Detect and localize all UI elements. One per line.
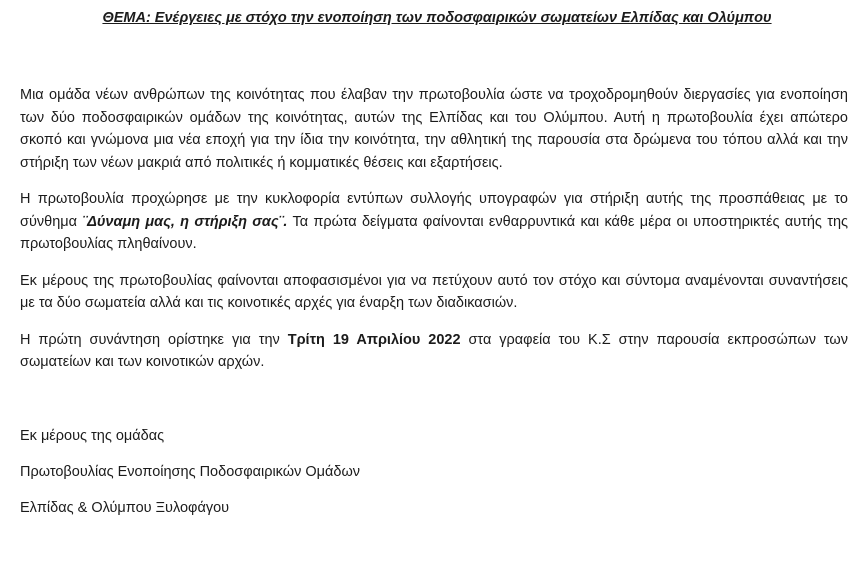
document-title: ΘΕΜΑ: Ενέργειες με στόχο την ενοποίηση των ποδοσφαιρικών σωματείων Ελπίδας και Ολύμπου — [102, 10, 772, 26]
paragraph-signatures — [20, 188, 848, 256]
paragraph-meetings: Εκ μέρους της πρωτοβουλίας φαίνονται αποφασισμένοι για να πετύχουν αυτό τον στόχο και σύντομα αναμένονται συναντήσεις με τα δύο σωματεία αλλά και τις κοινοτικές αρχές για έναρξη των διαδικασιών. — [20, 272, 848, 311]
meeting-date: Τρίτη 19 Απριλίου 2022 — [287, 331, 461, 348]
signature-block — [20, 426, 848, 518]
signature-line-1: Εκ μέρους της ομάδας — [20, 427, 165, 444]
paragraph-first-meeting — [20, 329, 848, 374]
document-body — [20, 84, 848, 374]
signature-line-3: Ελπίδας & Ολύμπου Ξυλοφάγου — [20, 499, 230, 516]
paragraph-first-meeting-text-end: στα γραφεία του Κ.Σ στην παρουσία εκπροσώπων των σωματείων και των κοινοτικών αρχών. — [20, 331, 848, 370]
paragraph-signatures-text-end: Τα πρώτα δείγματα φαίνονται ενθαρρυντικά και κάθε μέρα οι υποστηρικτές αυτής της πρωτοβουλίας πληθαίνουν. — [20, 213, 848, 252]
paragraph-signatures-text: Η πρωτοβουλία προχώρησε με την κυκλοφορία εντύπων συλλογής υπογραφών για στήριξη αυτής της προσπάθειας με το σύνθημα — [20, 191, 848, 230]
paragraph-first-meeting-text: Η πρώτη συνάντηση ορίστηκε για την — [20, 331, 288, 348]
paragraph-initiative: Μια ομάδα νέων ανθρώπων της κοινότητας που έλαβαν την πρωτοβουλία ώστε να τροχοδρομηθούν διεργασίες για ενοποίηση των δύο ποδοσφαιρικών ομάδων της κοινότητας, αυτών της Ελπίδας και του Ολύμπου. Αυτή η πρωτοβουλία έχει απώτερο σκοπό και γνώμονα μια νέα εποχή για την ίδια την κοινότητα, την αθλητική της παρουσία στα δρώμενα του τόπου αλλά και την στήριξη των νέων μακριά από πολιτικές ή κομματικές θέσεις και εξαρτήσεις. — [20, 87, 848, 171]
signature-line-2: Πρωτοβουλίας Ενοποίησης Ποδοσφαιρικών Ομάδων — [20, 463, 361, 480]
slogan: ¨Δύναμη μας, η στήριξη σας¨. — [82, 213, 288, 230]
